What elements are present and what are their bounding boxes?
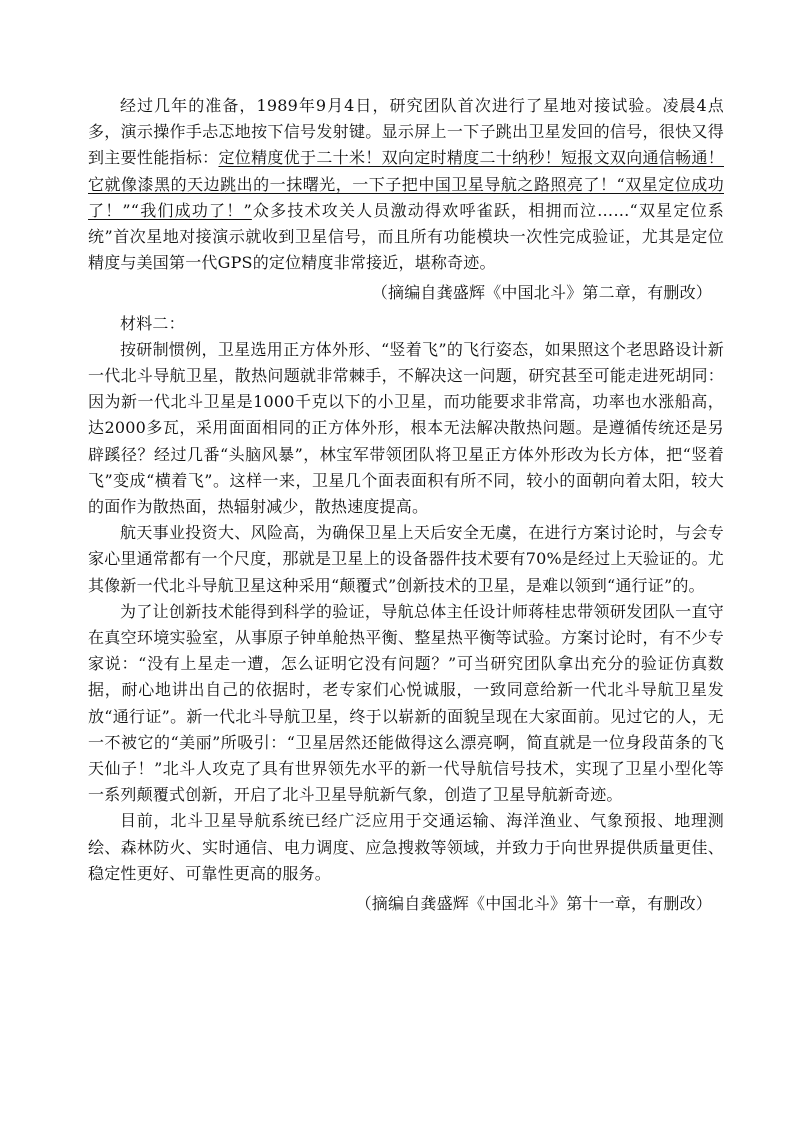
source-citation-2: （摘编自龚盛辉《中国北斗》第十一章，有删改）: [355, 894, 712, 914]
document-page: [88, 93, 724, 921]
paragraph-3: 航天事业投资大、风险高，为确保卫星上天后安全无虞，在进行方案讨论时，与会专家心里通常都有一个尺度，那就是卫星上的设备器件技术要有70%是经过上天验证的。尤其像新一代北斗导航卫星这种采用“颠覆式”创新技术的卫星，是难以领到“通行证”的。: [88, 523, 724, 595]
paragraph-5: 目前，北斗卫星导航系统已经广泛应用于交通运输、海洋渔业、气象预报、地理测绘、森林防火、实时通信、电力调度、应急搜救等领域，并致力于向世界提供质量更佳、稳定性更好、可靠性更高的服务。: [88, 811, 724, 883]
material-2-label: 材料二：: [120, 313, 185, 333]
paragraph-2: 按研制惯例，卫星选用正方体外形、“竖着飞”的飞行姿态，如果照这个老思路设计新一代北斗导航卫星，散热问题就非常棘手，不解决这一问题，研究甚至可能走进死胡同：因为新一代北斗卫星是1000千克以下的小卫星，而功能要求非常高，功率也水涨船高，达2000多瓦，采用面面相同的正方体外形，根本无法解决散热问题。是遵循传统还是另辟蹊径？经过几番“头脑风暴”，林宝军带领团队将卫星正方体外形改为长方体，把“竖着飞”变成“横着飞”。这样一来，卫星几个面表面积有所不同，较小的面朝向着太阳，较大的面作为散热面，热辐射减少，散热速度提高。: [88, 339, 724, 517]
paragraph-1-before: 经过几年的准备，1989年9月4日，研究团队首次进行了星地对接试验。凌晨4点多，演示操作手忐忑地按下信号发射键。显示屏上一下子跳出卫星发回的信号，很快又得到主要性能指标：: [88, 96, 724, 168]
paragraph-1: [88, 93, 724, 276]
paragraph-4: 为了让创新技术能得到科学的验证，导航总体主任设计师蒋桂忠带领研发团队一直守在真空环境实验室，从事原子钟单舱热平衡、整星热平衡等试验。方案讨论时，有不少专家说：“没有上星走一遭，怎么证明它没有问题？”可当研究团队拿出充分的验证仿真数据，耐心地讲出自己的依据时，老专家们心悦诚服，一致同意给新一代北斗导航卫星发放“通行证”。新一代北斗导航卫星，终于以崭新的面貌呈现在大家面前。见过它的人，无一不被它的“美丽”所吸引：“卫星居然还能做得这么漂亮啊，简直就是一位身段苗条的飞天仙子！”北斗人攻克了具有世界领先水平的新一代导航信号技术，实现了卫星小型化等一系列颠覆式创新，开启了北斗卫星导航新气象，创造了卫星导航新奇迹。: [88, 601, 724, 805]
source-citation-1: （摘编自龚盛辉《中国北斗》第二章，有删改）: [371, 283, 712, 303]
paragraph-1-after: 众多技术攻关人员激动得欢呼雀跃，相拥而泣……“双星定位系统”首次星地对接演示就收到卫星信号，而且所有功能模块一次性完成验证，尤其是定位精度与美国第一代GPS的定位精度非常接近，堪称奇迹。: [88, 200, 725, 273]
paragraph-1-underlined: 定位精度优于二十米！双向定时精度二十纳秒！短报文双向通信畅通！它就像漆黑的天边跳出的一抹曙光，一下子把中国卫星导航之路照亮了！“双星定位成功了！”“我们成功了！”: [88, 148, 724, 220]
